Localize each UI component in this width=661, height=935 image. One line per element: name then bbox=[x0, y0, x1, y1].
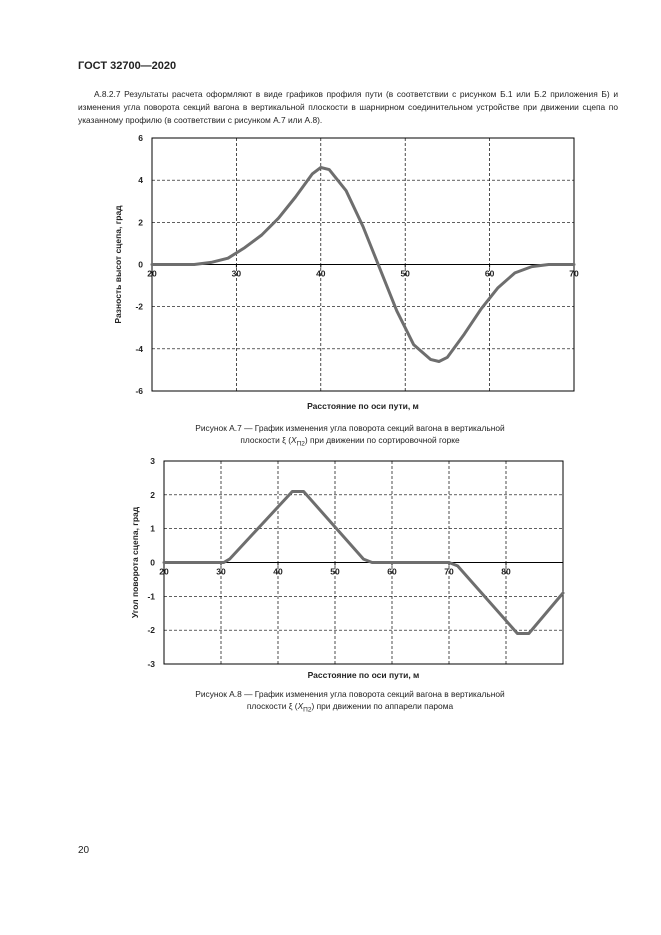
x-tick-label: 30 bbox=[231, 268, 242, 279]
figure-a7-caption-line1: Рисунок А.7 — График изменения угла поворота секций вагона в вертикальной bbox=[195, 423, 505, 433]
caption-variable: X bbox=[297, 701, 304, 711]
caption-variable: X bbox=[291, 435, 297, 445]
caption-text: плоскости ξ ( bbox=[246, 701, 298, 711]
x-tick-label: 40 bbox=[273, 566, 283, 577]
series-line bbox=[152, 168, 574, 362]
y-axis-title: Угол поворота сцепа, град bbox=[130, 506, 140, 619]
y-tick-label: -1 bbox=[147, 591, 155, 602]
figure-a7-caption-line2 bbox=[150, 434, 550, 451]
x-tick-label: 50 bbox=[400, 268, 410, 279]
y-tick-label: 0 bbox=[138, 259, 143, 270]
x-tick-label: 20 bbox=[159, 566, 169, 577]
y-tick-label: 6 bbox=[138, 133, 143, 143]
y-tick-label: -3 bbox=[147, 659, 155, 669]
plot-frame bbox=[152, 138, 574, 391]
y-tick-label: -2 bbox=[147, 625, 155, 636]
figure-a7-caption bbox=[150, 422, 550, 451]
x-tick-label: 60 bbox=[484, 268, 495, 279]
series-line bbox=[164, 492, 563, 634]
document-header: ГОСТ 32700—2020 bbox=[78, 60, 177, 72]
x-tick-label: 60 bbox=[387, 566, 397, 577]
body-paragraph bbox=[78, 88, 618, 127]
figure-a8-caption-line2 bbox=[150, 700, 550, 717]
y-tick-label: 2 bbox=[150, 489, 155, 500]
x-tick-label: 70 bbox=[569, 268, 579, 279]
y-tick-label: -2 bbox=[135, 301, 143, 312]
y-tick-label: 0 bbox=[150, 557, 155, 568]
x-tick-label: 20 bbox=[147, 268, 157, 279]
caption-text: ) при движении по аппарели парома bbox=[311, 701, 454, 711]
caption-subscript: П2 bbox=[296, 440, 305, 448]
y-tick-label: 2 bbox=[138, 217, 143, 228]
x-axis-title: Расстояние по оси пути, м bbox=[307, 401, 419, 411]
plot-frame bbox=[164, 461, 563, 664]
x-tick-label: 50 bbox=[330, 566, 340, 577]
y-tick-label: 1 bbox=[150, 523, 155, 534]
x-tick-label: 80 bbox=[501, 566, 511, 577]
y-tick-label: -6 bbox=[135, 386, 143, 396]
page-number: 20 bbox=[78, 845, 90, 856]
y-tick-label: -4 bbox=[135, 343, 143, 354]
caption-text: плоскости ξ ( bbox=[240, 435, 292, 445]
x-axis-title: Расстояние по оси пути, м bbox=[307, 670, 420, 680]
y-axis-title: Разность высот сцепа, град bbox=[113, 205, 123, 324]
paragraph-text: А.8.2.7 Результаты расчета оформляют в виде графиков профиля пути (в соответствии с рисунком Б.1 или Б.2 приложения Б) и изменения угла поворота секций вагона в вертикальной плоскости в шарнирном соединительном устройстве при движении сцепа по указанному профилю (в соответствии с рисунком А.7 или А.8). bbox=[78, 89, 618, 125]
x-tick-label: 30 bbox=[216, 566, 226, 577]
x-tick-label: 70 bbox=[444, 566, 454, 577]
caption-text: ) при движении по сортировочной горке bbox=[304, 435, 460, 445]
figure-a8-caption bbox=[150, 688, 550, 717]
caption-subscript: П2 bbox=[303, 706, 312, 714]
figure-a8-caption-line1: Рисунок А.8 — График изменения угла поворота секций вагона в вертикальной bbox=[195, 689, 505, 699]
y-tick-label: 4 bbox=[138, 175, 143, 186]
y-tick-label: 3 bbox=[150, 456, 155, 466]
x-tick-label: 40 bbox=[316, 268, 326, 279]
